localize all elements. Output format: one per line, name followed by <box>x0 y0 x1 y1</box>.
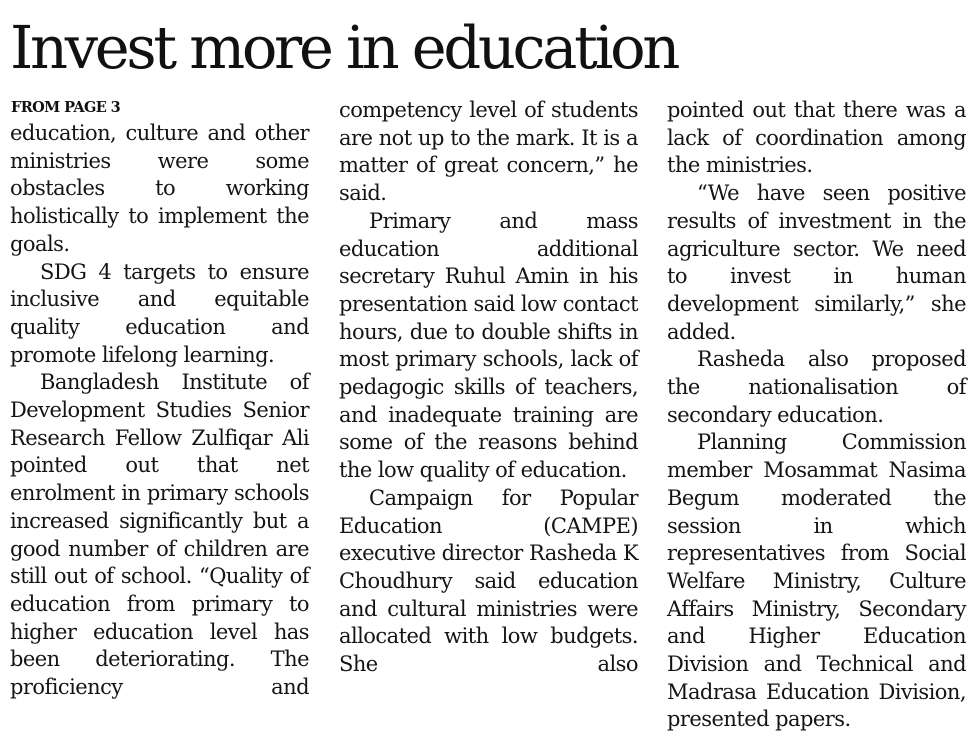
continued-from-label: FROM PAGE 3 <box>11 99 121 116</box>
body-paragraph: Bangladesh Institute of Development Studies Senior Research Fellow Zulfiqar Ali pointed out that net enrolment in primary schools increased significantly but a good number of children are still out of school. “Quality of education from primary to higher education level has been deteriorating. The proficiency and <box>10 370 309 700</box>
body-paragraph: competency level of students are not up to the mark. It is a matter of great concern,” he said. <box>339 98 638 206</box>
body-paragraph: Planning Commission member Mosammat Nasima Begum moderated the session in which representatives from Social Welfare Ministry, Culture Affairs Ministry, Secondary and Higher Education Division and Technical and Madrasa Education Division, presented papers. <box>667 430 966 732</box>
body-paragraph: SDG 4 targets to ensure inclusive and equitable quality education and promote lifelong learning. <box>10 259 309 367</box>
body-paragraph: Rasheda also proposed the nationalisation of secondary education. <box>667 347 966 427</box>
body-paragraph: Primary and mass education additional secretary Ruhul Amin in his presentation said low contact hours, due to double shifts in most primary schools, lack of pedagogic skills of teachers, and inadequate training are some of the reasons behind the low quality of education. <box>339 208 638 483</box>
body-paragraph: “We have seen positive results of investment in the agriculture sector. We need to invest in human development similarly,” she added. <box>667 181 966 344</box>
article-column-3 <box>667 97 966 734</box>
headline: Invest more in education <box>10 13 678 82</box>
article-column-1 <box>10 120 309 702</box>
article-column-2 <box>339 97 638 679</box>
body-paragraph: pointed out that there was a lack of coordination among the ministries. <box>667 98 966 178</box>
body-paragraph: education, culture and other ministries were some obstacles to working holistically to implement the goals. <box>10 121 309 256</box>
body-paragraph: Campaign for Popular Education (CAMPE) executive director Rasheda K Choudhury said education and cultural ministries were allocated with low budgets. She also <box>339 485 638 677</box>
